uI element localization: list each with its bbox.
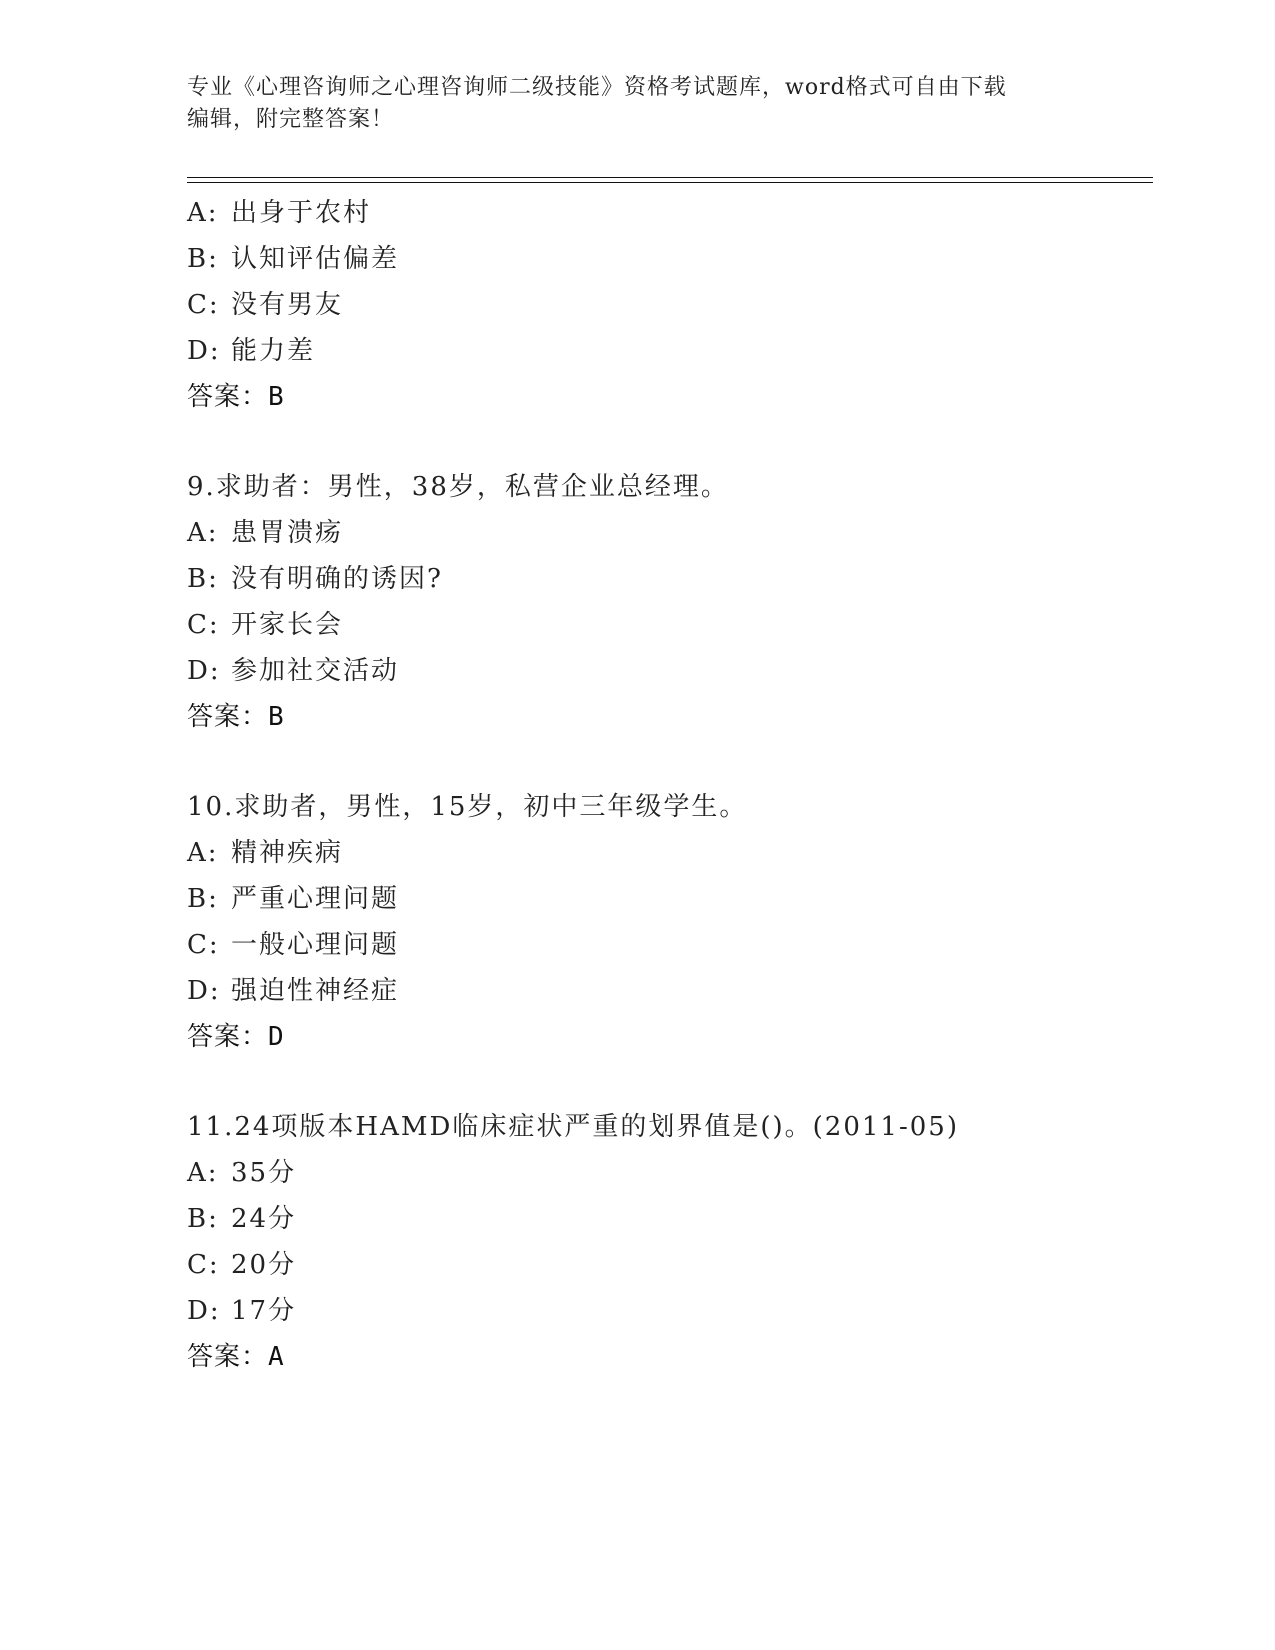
answer-label: 答案：	[187, 1022, 269, 1052]
document-header	[187, 72, 1087, 136]
header-line-2: 编辑，附完整答案！	[187, 107, 395, 132]
option-c	[187, 282, 1147, 328]
question-block-10	[187, 784, 1147, 1060]
option-text: 开家长会	[231, 610, 344, 640]
option-a	[187, 510, 1147, 556]
option-text: 严重心理问题	[231, 884, 400, 914]
option-text: 20分	[231, 1250, 297, 1280]
option-label: A:	[187, 838, 219, 868]
option-label: C:	[187, 290, 220, 320]
option-c	[187, 922, 1147, 968]
option-label: B:	[187, 244, 219, 274]
answer-value: B	[268, 702, 285, 732]
question-stem: 10.求助者，男性，15岁，初中三年级学生。	[187, 792, 748, 822]
option-d	[187, 328, 1147, 374]
header-divider-bottom	[187, 182, 1153, 183]
option-text: 没有男友	[231, 290, 344, 320]
answer-line	[187, 694, 1147, 740]
option-b	[187, 236, 1147, 282]
spacer	[187, 740, 1147, 784]
option-label: B:	[187, 564, 219, 594]
option-text: 认知评估偏差	[231, 244, 400, 274]
option-label: A:	[187, 518, 219, 548]
option-b	[187, 876, 1147, 922]
header-divider-top	[187, 177, 1153, 178]
option-c	[187, 1242, 1147, 1288]
answer-line	[187, 1014, 1147, 1060]
option-text: 精神疾病	[231, 838, 344, 868]
answer-label: 答案：	[187, 702, 269, 732]
option-text: 出身于农村	[231, 198, 372, 228]
answer-value: B	[268, 382, 285, 412]
answer-label: 答案：	[187, 382, 269, 412]
answer-line	[187, 1334, 1147, 1380]
option-a	[187, 190, 1147, 236]
option-label: B:	[187, 884, 219, 914]
option-text: 参加社交活动	[231, 656, 400, 686]
option-label: C:	[187, 610, 220, 640]
option-d	[187, 968, 1147, 1014]
option-label: D:	[187, 656, 221, 686]
option-d	[187, 1288, 1147, 1334]
option-text: 没有明确的诱因?	[231, 564, 443, 594]
option-text: 患胃溃疡	[231, 518, 344, 548]
option-label: A:	[187, 198, 219, 228]
question-block-8	[187, 190, 1147, 420]
option-label: D:	[187, 976, 221, 1006]
option-label: B:	[187, 1204, 219, 1234]
option-d	[187, 648, 1147, 694]
option-label: C:	[187, 1250, 220, 1280]
question-content	[187, 190, 1147, 1380]
answer-line	[187, 374, 1147, 420]
question-stem: 11.24项版本HAMD临床症状严重的划界值是()。(2011-05)	[187, 1112, 959, 1142]
option-label: D:	[187, 1296, 221, 1326]
answer-value: A	[268, 1342, 285, 1372]
option-text: 一般心理问题	[231, 930, 400, 960]
option-text: 能力差	[231, 336, 316, 366]
option-c	[187, 602, 1147, 648]
option-text: 35分	[231, 1158, 297, 1188]
spacer	[187, 420, 1147, 464]
option-b	[187, 1196, 1147, 1242]
answer-label: 答案：	[187, 1342, 269, 1372]
option-text: 24分	[231, 1204, 297, 1234]
question-stem: 9.求助者：男性，38岁，私营企业总经理。	[187, 472, 729, 502]
option-b	[187, 556, 1147, 602]
option-text: 17分	[231, 1296, 297, 1326]
option-label: C:	[187, 930, 220, 960]
answer-value: D	[268, 1022, 285, 1052]
question-block-9	[187, 464, 1147, 740]
option-label: D:	[187, 336, 221, 366]
option-text: 强迫性神经症	[231, 976, 400, 1006]
question-block-11	[187, 1104, 1147, 1380]
option-label: A:	[187, 1158, 219, 1188]
option-a	[187, 830, 1147, 876]
option-a	[187, 1150, 1147, 1196]
spacer	[187, 1060, 1147, 1104]
header-line-1: 专业《心理咨询师之心理咨询师二级技能》资格考试题库，word格式可自由下载	[187, 75, 1007, 100]
